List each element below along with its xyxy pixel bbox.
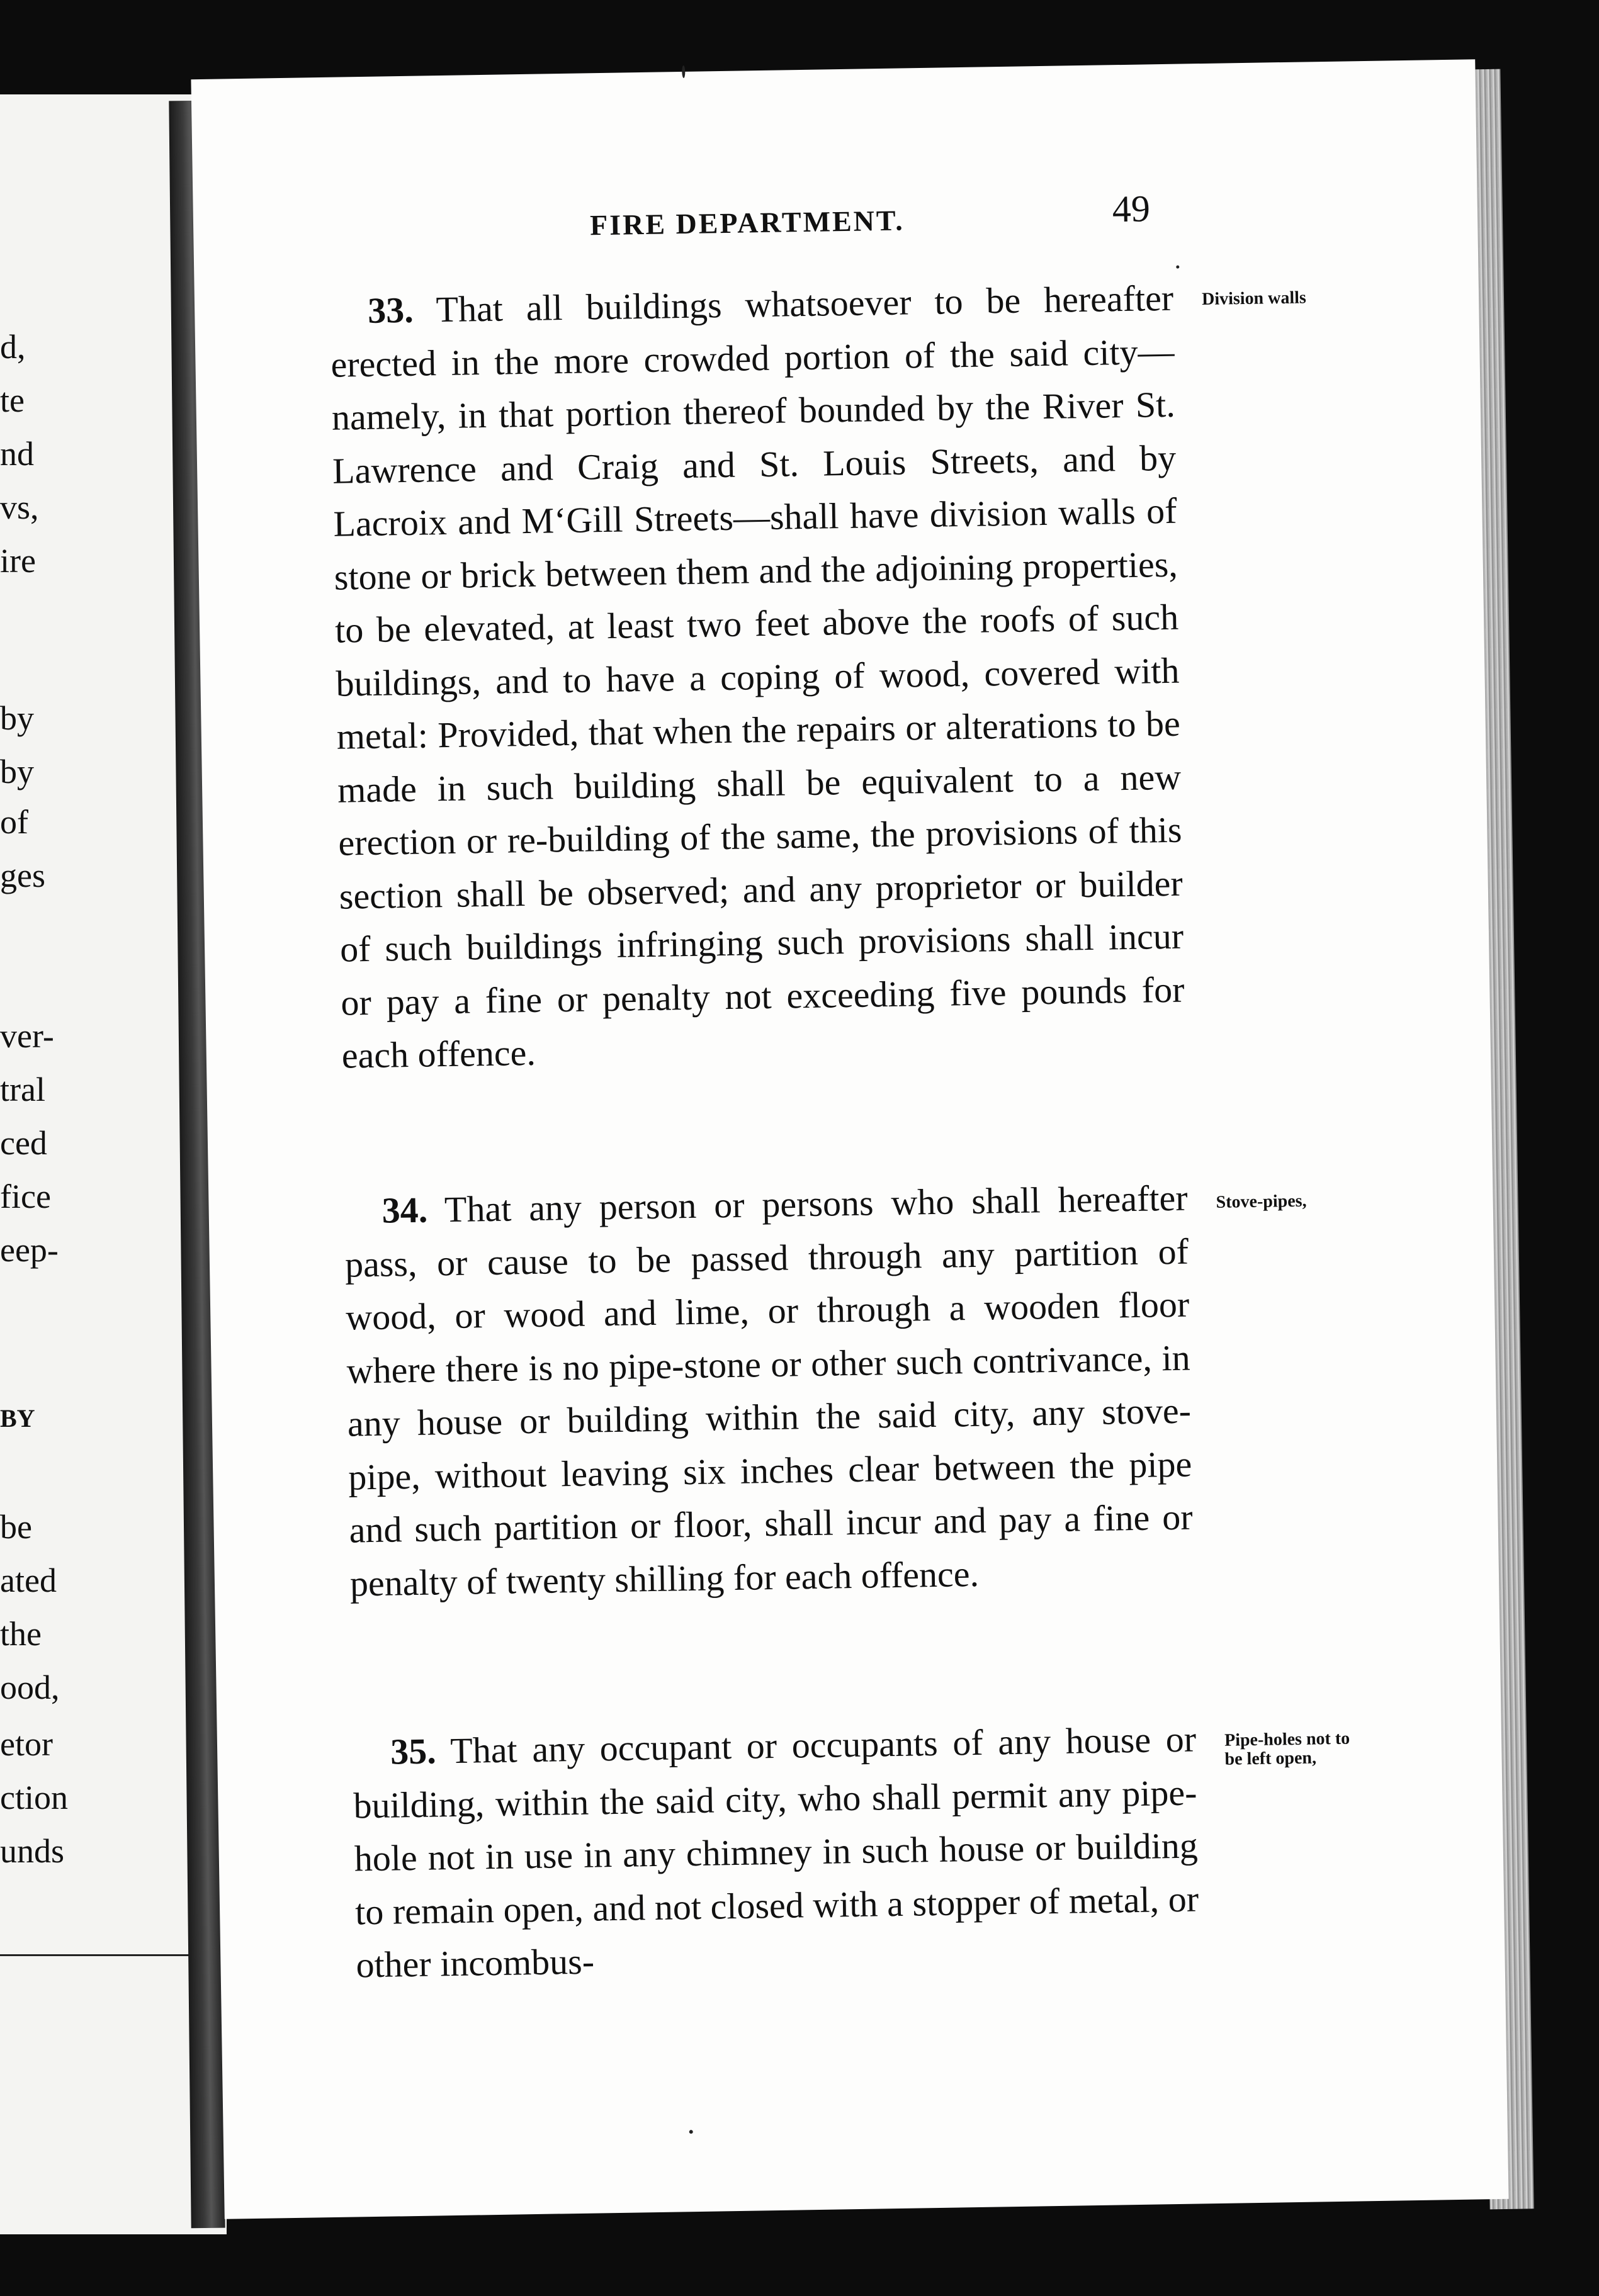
- left-fragment: ood,: [0, 1669, 60, 1706]
- margin-note: Pipe-holes not to be left open,: [1224, 1728, 1350, 1769]
- running-head: FIRE DEPARTMENT.: [589, 204, 905, 242]
- section-33: [330, 272, 1186, 1083]
- left-fragment: by: [0, 753, 34, 791]
- left-fragment: tral: [0, 1071, 45, 1108]
- section-text: That any person or persons who shall hereafter pass, or cause to be passed through any partition of wood, or wood and lime, or through a wooden floor where there is no pipe-stone or other such contrivance, in any house or building within the said city, any stove-pipe, without leaving six inches clear between the pipe and such partition or floor, shall incur and pay a fine or penalty of twenty shilling for each offence.: [344, 1177, 1194, 1604]
- left-fragment: eep-: [0, 1231, 59, 1269]
- left-fragment: BY: [0, 1404, 35, 1432]
- page-number: 49: [1112, 188, 1151, 230]
- section-text: That all buildings whatsoever to be hereafter erected in the more crowded portion of the said city—namely, in that portion thereof bounded by the River St. Lawrence and Craig and St. Louis Streets, and by Lacroix and M‘Gill Streets—shall have division walls of stone or brick between them and the adjoining properties, to be elevated, at least two feet above the roofs of such buildings, and to have a coping of wood, covered with metal: Provided, that when the repairs or alterations to be made in such building shall be equivalent to a new erection or re-building of the same, the provisions of this section shall be observed; and any proprietor or builder of such buildings infringing such provisions shall incur or pay a fine or penalty not exceeding five pounds for each offence.: [331, 277, 1185, 1076]
- section-text: That any occupant or occupants of any house or building, within the said city, who shall permit any pipe-hole not in use in any chimney in such house or building to remain open, and not closed with a stopper of metal, or other incombus-: [353, 1718, 1199, 1986]
- left-fragment: vs,: [0, 488, 39, 526]
- left-fragment: nd: [0, 435, 34, 473]
- margin-note: Stove-pipes,: [1216, 1191, 1307, 1212]
- section-number: 33.: [367, 289, 414, 331]
- rule-line: [0, 1954, 189, 1956]
- speck: [682, 65, 685, 78]
- left-fragment: unds: [0, 1832, 65, 1870]
- speck: [689, 2130, 693, 2134]
- left-fragment: ver-: [0, 1017, 54, 1055]
- left-fragment: ges: [0, 857, 45, 894]
- left-fragment: d,: [0, 328, 26, 366]
- section-number: 35.: [390, 1730, 437, 1772]
- left-fragment: ated: [0, 1562, 57, 1599]
- left-fragment: the: [0, 1615, 42, 1653]
- left-fragment: te: [0, 381, 25, 419]
- section-35: [353, 1713, 1200, 1991]
- left-fragment: etor: [0, 1725, 53, 1763]
- left-fragment: ire: [0, 542, 36, 580]
- left-fragment: of: [0, 803, 28, 841]
- left-fragment: fice: [0, 1178, 51, 1215]
- left-fragment: ced: [0, 1124, 47, 1162]
- section-34: [344, 1172, 1194, 1611]
- left-fragment: be: [0, 1508, 32, 1546]
- left-fragment: ction: [0, 1779, 68, 1816]
- section-number: 34.: [381, 1189, 428, 1231]
- speck: [1176, 266, 1179, 269]
- book-page: [191, 59, 1508, 2219]
- margin-note: Division walls: [1201, 288, 1307, 310]
- left-fragment: by: [0, 699, 34, 737]
